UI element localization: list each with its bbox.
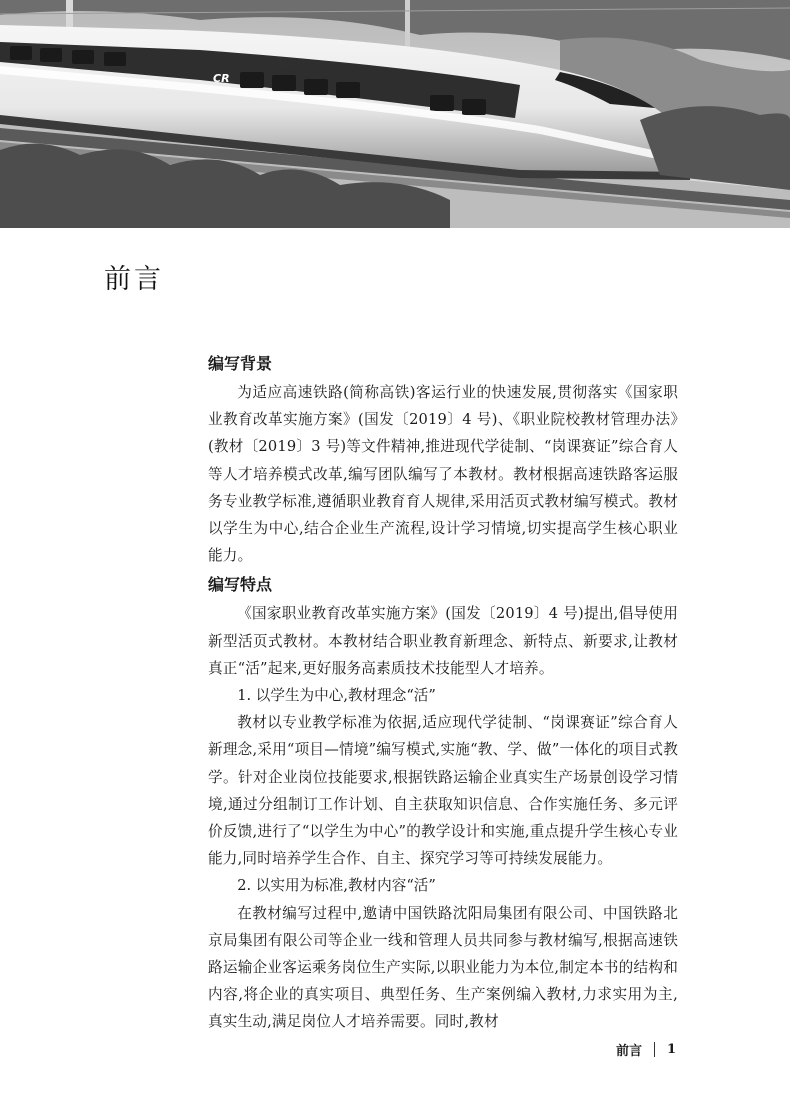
train-image <box>0 0 790 228</box>
preface-content <box>208 348 678 1036</box>
background-paragraph: 为适应高速铁路(简称高铁)客运行业的快速发展,贯彻落实《国家职业教育改革实施方案》(国发〔2019〕4 号)、《职业院校教材管理办法》(教材〔2019〕3 号)等文件精神,推进现代学徒制、“岗课赛证”综合育人等人才培养模式改革,编写团队编写了本教材。教材根据高速铁路客运服务专业教学标准,遵循职业教育育人规律,采用活页式教材编写模式。教材以学生为中心,结合企业生产流程,设计学习情境,切实提高学生核心职业能力。 <box>208 384 678 565</box>
point-2-heading: 2. 以实用为标准,教材内容“活” <box>237 877 436 895</box>
point-2-paragraph: 在教材编写过程中,邀请中国铁路沈阳局集团有限公司、中国铁路北京局集团有限公司等企业一线和管理人员共同参与教材编写,根据高速铁路运输企业客运乘务岗位生产实际,以职业能力为本位,制定本书的结构和内容,将企业的真实项目、典型任务、生产案例编入教材,力求实用为主,真实生动,满足岗位人才培养需要。同时,教材 <box>208 904 678 1031</box>
train-logo: CR <box>213 72 230 85</box>
page-title: 前言 <box>104 264 164 295</box>
section-heading-background: 编写背景 <box>208 354 273 373</box>
page-number: 1 <box>666 1042 676 1057</box>
header-train-photo <box>0 0 790 228</box>
footer-divider <box>654 1042 655 1057</box>
point-1-heading: 1. 以学生为中心,教材理念“活” <box>237 687 436 705</box>
page-footer <box>616 1040 676 1059</box>
train-name-text: 复兴号 <box>278 59 306 69</box>
features-intro-paragraph: 《国家职业教育改革实施方案》(国发〔2019〕4 号)提出,倡导使用新型活页式教材。本教材结合职业教育新理念、新特点、新要求,让教材真正“活”起来,更好服务高素质技术技能型人才培养。 <box>208 605 678 677</box>
footer-section-label: 前言 <box>615 1044 642 1059</box>
section-heading-features: 编写特点 <box>208 575 273 595</box>
point-1-paragraph: 教材以专业教学标准为依据,适应现代学徒制、“岗课赛证”综合育人新理念,采用“项目—情境”编写模式,实施“教、学、做”一体化的项目式教学。针对企业岗位技能要求,根据铁路运输企业真实生产场景创设学习情境,通过分组制订工作计划、自主获取知识信息、合作实施任务、多元评价反馈,进行了“以学生为中心”的教学设计和实施,重点提升学生核心专业能力,同时培养学生合作、自主、探究学习等可持续发展能力。 <box>208 714 678 868</box>
